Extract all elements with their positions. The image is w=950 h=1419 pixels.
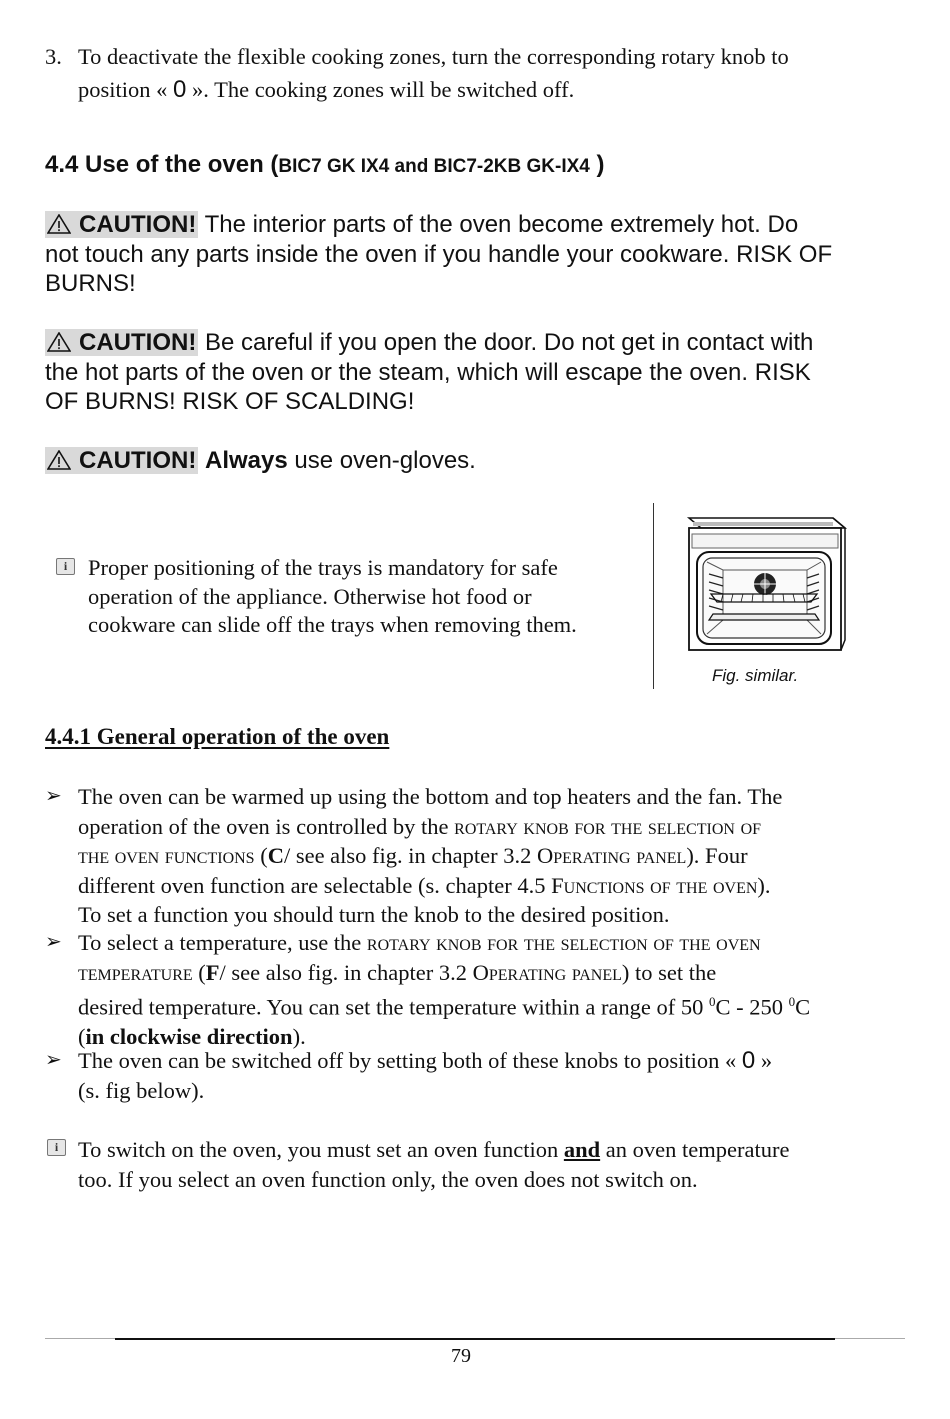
arrow-bullet-icon: ➢ [45, 931, 62, 953]
info-note-line: cookware can slide off the trays when removing them. [88, 612, 577, 637]
info-note-line: operation of the appliance. Otherwise hot food or [88, 583, 532, 609]
step-number: 3. [45, 44, 62, 69]
caution-text-line: OF BURNS! RISK OF SCALDING! [45, 388, 415, 415]
page-number: 79 [451, 1345, 471, 1367]
footer-rule [115, 1338, 835, 1340]
info-note-line: Proper positioning of the trays is mandatory for safe [88, 555, 558, 580]
caution-text-line: BURNS! [45, 270, 136, 297]
step-3-line-1: To deactivate the flexible cooking zones, turn the corresponding rotary knob to [78, 44, 789, 69]
caution-text-line: Be careful if you open the door. Do not get in contact with [205, 329, 814, 356]
step-3-line-2: position « 0 ». The cooking zones will be switched off. [78, 76, 575, 103]
warning-icon [47, 450, 71, 470]
bullet-item-1: ➢ The oven can be warmed up using the bottom and top heaters and the fan. The operation of the oven is controlled by the rotary knob for the selection of the oven functions (C/ see also fig. in chapter 3.2 Operating panel). Four different oven function are selectable (s. chapter 4.5 Functions of the oven). To set a function you should turn the knob to the desired position. [45, 784, 783, 927]
info-note-2: i To switch on the oven, you must set an oven function and an oven temperature too. If you select an oven function only, the oven does not switch on. [45, 1135, 880, 1194]
section-4-4-heading: 4.4 Use of the oven (BIC7 GK IX4 and BIC7-2KB GK-IX4 ) [45, 151, 605, 178]
step-3 [45, 42, 905, 103]
warning-icon [47, 214, 71, 234]
arrow-bullet-icon: ➢ [45, 1049, 62, 1071]
caution-block-2 [45, 328, 880, 417]
caution-badge: CAUTION! [45, 211, 198, 238]
caution-text-line: The interior parts of the oven become extremely hot. Do [204, 211, 799, 238]
oven-figure [683, 510, 853, 660]
caution-block-1 [45, 210, 880, 299]
arrow-bullet-icon: ➢ [45, 785, 62, 807]
section-4-4-1-heading: 4.4.1 General operation of the oven [45, 724, 390, 749]
caution-badge: CAUTION! [45, 447, 198, 474]
figure-divider [653, 503, 654, 689]
caution-text-line: not touch any parts inside the oven if you handle your cookware. RISK OF [45, 240, 833, 268]
caution-badge: CAUTION! [45, 329, 198, 356]
bullet-item-2: ➢ To select a temperature, use the rotary knob for the selection of the oven temperature (F/ see also fig. in chapter 3.2 Operating panel) to set the desired temperature. You can set the temperature within a range of 50 $^0$C - 250 $^0$C (in clockwise direction). [45, 930, 811, 1049]
figure-caption: Fig. similar. [712, 666, 799, 685]
caution-text-line: the hot parts of the oven or the steam, which will escape the oven. RISK [45, 358, 811, 386]
info-icon: i [56, 558, 75, 575]
caution-block-3: CAUTION! Always use oven-gloves. [45, 446, 476, 476]
warning-icon [47, 332, 71, 352]
bullet-item-3: ➢ The oven can be switched off by setting both of these knobs to position « 0 » (s. fig below). [45, 1047, 773, 1103]
info-icon: i [47, 1139, 66, 1156]
